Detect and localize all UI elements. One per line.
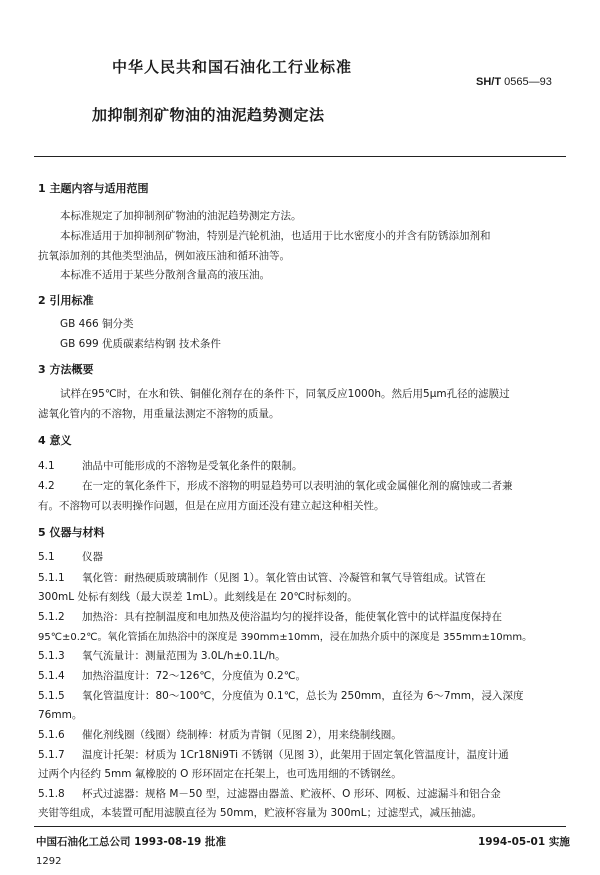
- clause-text: 加热浴温度计：72～126℃，分度值为 0.2℃。: [82, 670, 307, 682]
- clause-5-1-3: [38, 648, 286, 663]
- document-title: 加抑制剂矿物油的油泥趋势测定法: [92, 106, 325, 124]
- clause-5-1-1-line-2: 300mL 处标有刻线（最大误差 1mL）。此刻线是在 20℃时标刻的。: [38, 591, 358, 603]
- clause-number: 4.2: [38, 480, 55, 492]
- standard-number: [476, 76, 552, 88]
- clause-4-2-line-1: [38, 478, 513, 493]
- section-1-para-1: 本标准规定了加抑制剂矿物油的油泥趋势测定方法。: [60, 210, 302, 222]
- issuing-authority: 中华人民共和国石油化工行业标准: [112, 58, 353, 76]
- section-1-para-2-line-1: 本标准适用于加抑制剂矿物油，特别是汽轮机油，也适用于比水密度小的并含有防锈添加剂和: [60, 230, 491, 242]
- clause-text: 氧化管温度计：80～100℃，分度值为 0.1℃，总长为 250mm，直径为 6～7mm，浸入深度: [82, 690, 524, 702]
- clause-5-1-7-line-1: [38, 747, 509, 762]
- clause-5-1-1-line-1: [38, 570, 486, 585]
- clause-5-1-7-line-2: 过两个内径约 5mm 氟橡胶的 O 形环固定在托架上，也可选用细的不锈钢丝。: [38, 768, 402, 780]
- clause-number: 5.1.5: [38, 690, 65, 702]
- clause-4-1: [38, 458, 303, 473]
- clause-5-1-8-line-2: 夹钳等组成，本装置可配用滤膜直径为 50mm，贮液杯容量为 300mL；过滤型式，减压抽滤。: [38, 807, 483, 819]
- section-2-heading: 2 引用标准: [38, 294, 94, 307]
- reference-gb466: GB 466 铜分类: [60, 318, 134, 330]
- section-1-heading: 1 主题内容与适用范围: [38, 182, 149, 195]
- clause-text: 催化剂线圈（线圈）绕制棒：材质为青铜（见图 2），用来绕制线圈。: [82, 729, 402, 741]
- clause-5-1-5-line-2: 76mm。: [38, 709, 83, 721]
- standard-prefix: SH/T: [476, 76, 502, 88]
- clause-5-1-6: [38, 727, 402, 742]
- header-rule: [34, 156, 566, 157]
- clause-number: 5.1.7: [38, 749, 65, 761]
- footer-rule: [34, 826, 566, 827]
- section-3-para-line-2: 滤氧化管内的不溶物，用重量法测定不溶物的质量。: [38, 408, 280, 420]
- clause-5-1-4: [38, 668, 306, 683]
- clause-number: 5.1.4: [38, 670, 65, 682]
- reference-gb699: GB 699 优质碳素结构钢 技术条件: [60, 338, 221, 350]
- section-5-heading: 5 仪器与材料: [38, 526, 105, 539]
- clause-text: 油品中可能形成的不溶物是受氧化条件的限制。: [82, 460, 303, 472]
- section-1-para-2-line-2: 抗氧添加剂的其他类型油品，例如液压油和循环油等。: [38, 250, 290, 262]
- clause-text: 加热浴：具有控制温度和电加热及使浴温均匀的搅拌设备，能使氧化管中的试样温度保持在: [82, 611, 502, 623]
- clause-number: 5.1.8: [38, 788, 65, 800]
- page-number: 1292: [36, 856, 62, 867]
- clause-number: 4.1: [38, 460, 55, 472]
- clause-number: 5.1.3: [38, 650, 65, 662]
- section-1-para-3: 本标准不适用于某些分散剂含量高的液压油。: [60, 269, 270, 281]
- clause-number: 5.1.2: [38, 611, 65, 623]
- clause-5-1: [38, 549, 103, 564]
- section-4-heading: 4 意义: [38, 434, 72, 447]
- clause-number: 5.1.1: [38, 572, 65, 584]
- clause-text: 温度计托架：材质为 1Cr18Ni9Ti 不锈钢（见图 3），此架用于固定氧化管温度计，温度计通: [82, 749, 509, 761]
- effective-date: 1994-05-01 实施: [478, 836, 570, 848]
- clause-text: 氧化管：耐热硬质玻璃制作（见图 1）。氧化管由试管、冷凝管和氧气导管组成。试管在: [82, 572, 486, 584]
- clause-5-1-8-line-1: [38, 786, 501, 801]
- clause-number: 5.1.6: [38, 729, 65, 741]
- approval-date: 中国石油化工总公司 1993-08-19 批准: [36, 836, 226, 848]
- clause-5-1-5-line-1: [38, 688, 524, 703]
- section-3-para-line-1: 试样在95℃时，在水和铁、铜催化剂存在的条件下，同氧反应1000h。然后用5μm孔径的滤膜过: [60, 388, 510, 400]
- clause-text: 在一定的氧化条件下，形成不溶物的明显趋势可以表明油的氧化或金属催化剂的腐蚀或二者兼: [82, 480, 513, 492]
- clause-5-1-2-line-2: 95℃±0.2℃。氧化管插在加热浴中的深度是 390mm±10mm，浸在加热介质中的深度是 355mm±10mm。: [38, 632, 533, 643]
- clause-number: 5.1: [38, 551, 55, 563]
- clause-5-1-2-line-1: [38, 609, 502, 624]
- standard-code: 0565—93: [504, 76, 552, 88]
- section-3-heading: 3 方法概要: [38, 363, 94, 376]
- clause-4-2-line-2: 有。不溶物可以表明操作问题，但是在应用方面还没有建立起这种相关性。: [38, 500, 385, 512]
- clause-text: 氧气流量计：测量范围为 3.0L/h±0.1L/h。: [82, 650, 286, 662]
- clause-text: 杯式过滤器：规格 M－50 型，过滤器由器盖、贮液杯、O 形环、网板、过滤漏斗和铝合金: [82, 788, 501, 800]
- clause-text: 仪器: [82, 551, 103, 563]
